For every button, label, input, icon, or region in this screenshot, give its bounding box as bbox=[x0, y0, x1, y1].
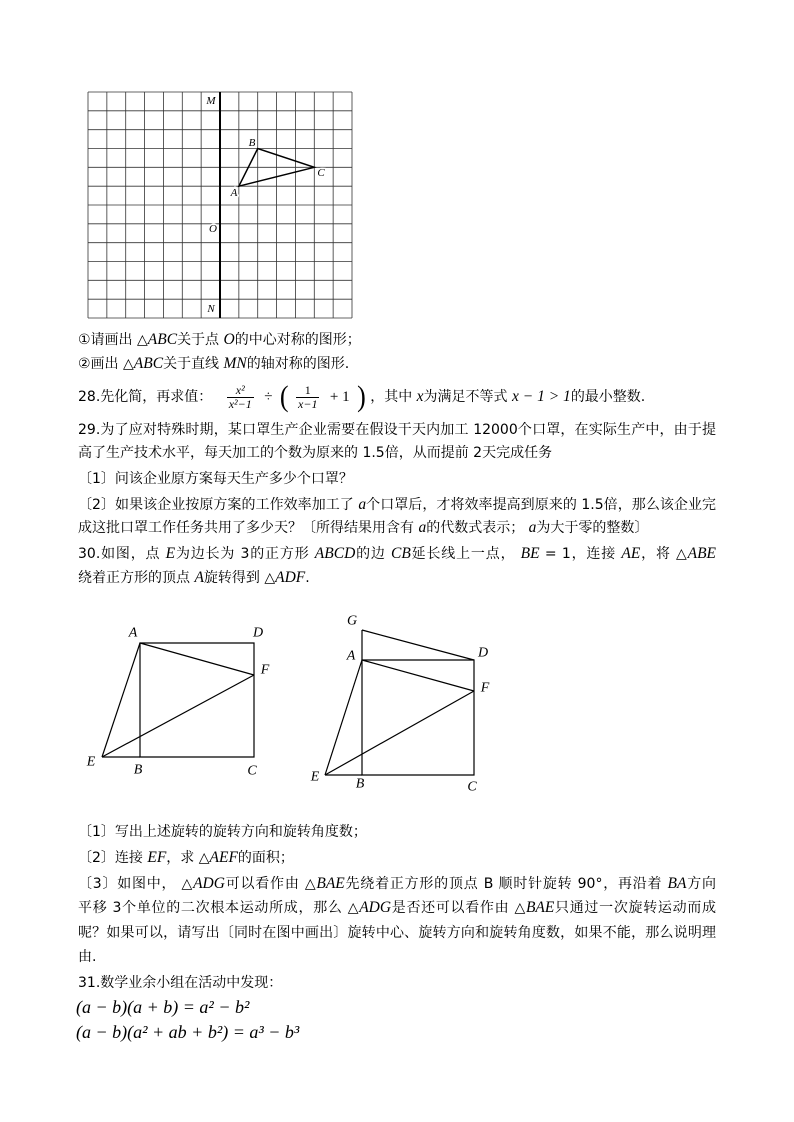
math-expression: a bbox=[528, 519, 537, 536]
fraction-numerator: x² bbox=[227, 384, 254, 398]
math-expression: ABE bbox=[687, 545, 717, 562]
label-a: A bbox=[230, 187, 238, 199]
question-29-part-1 bbox=[78, 468, 353, 490]
square-figure-left bbox=[80, 615, 280, 785]
math-expression: ADG bbox=[193, 875, 225, 892]
text-run: 为满足不等式 bbox=[423, 389, 512, 405]
text-run: 绕着正方形的顶点 bbox=[78, 570, 195, 586]
text-run: 〔2〕如果该企业按原方案的工作效率加工了 bbox=[78, 497, 359, 513]
text-run: 的最小整数. bbox=[570, 389, 646, 405]
text-run: 〔1〕问该企业原方案每天生产多少个口罩？ bbox=[78, 471, 353, 487]
text-run: 的边 bbox=[355, 546, 392, 562]
segment-af bbox=[140, 643, 254, 675]
math-expression: MN bbox=[223, 355, 247, 372]
question-30-part-3-line-4 bbox=[78, 946, 96, 968]
question-30-line-1 bbox=[78, 543, 716, 565]
text-run: 由. bbox=[78, 949, 97, 965]
question-27-part-2 bbox=[78, 353, 349, 375]
text-run: 的轴对称的图形. bbox=[246, 356, 350, 372]
math-expression: ADG bbox=[359, 899, 392, 916]
text-run: ②画出 △ bbox=[78, 356, 134, 372]
square-abcd bbox=[362, 660, 474, 775]
divide-sign: ÷ bbox=[264, 389, 273, 405]
question-30-part-1 bbox=[78, 821, 367, 843]
text-run: 先绕着正方形的顶点 B 顺时针旋转 90°，再沿着 bbox=[344, 876, 668, 892]
math-expression: ABC bbox=[133, 355, 164, 372]
fraction-denominator: x−1 bbox=[298, 396, 318, 411]
question-30-part-2 bbox=[78, 847, 294, 869]
math-expression: BE bbox=[520, 545, 540, 562]
math-expression: a bbox=[358, 496, 367, 513]
text-run: 的中心对称的图形； bbox=[234, 332, 361, 348]
math-expression: BA bbox=[667, 875, 687, 892]
label-d: D bbox=[477, 645, 489, 661]
text-run: 30.如图，点 bbox=[78, 546, 166, 562]
math-expression: O bbox=[223, 331, 235, 348]
text-run: ，求 △ bbox=[166, 850, 210, 866]
math-expression: ABC bbox=[147, 331, 178, 348]
text-run: 呢？如果可以，请写出〔同时在图中画出〕旋转中心、旋转方向和旋转角度数，如果不能，那么说明理 bbox=[78, 925, 716, 941]
label-o: O bbox=[209, 223, 217, 235]
text-run: 29.为了应对特殊时期，某口罩生产企业需要在假设干天内加工 12000个口罩，在实际生产中，由于提 bbox=[78, 422, 716, 438]
right-parenthesis: ) bbox=[357, 379, 366, 414]
text-run: 是否还可以看作由 △ bbox=[391, 900, 526, 916]
question-28-lead: 28.先化简，再求值： bbox=[78, 389, 213, 405]
label-g: G bbox=[346, 613, 358, 629]
label-c: C bbox=[467, 779, 477, 795]
grid-figure bbox=[80, 85, 365, 325]
label-f: F bbox=[260, 662, 270, 678]
fraction-numerator: 1 bbox=[296, 384, 319, 398]
text-run: 关于点 bbox=[177, 332, 224, 348]
text-run: 延长线上一点， bbox=[410, 546, 521, 562]
text-run: ，将 △ bbox=[640, 546, 688, 562]
question-29-line-2 bbox=[78, 442, 552, 464]
math-expression: x − 1 > 1 bbox=[512, 388, 571, 405]
formula-difference-of-cubes: (a − b)(a² + ab + b²) = a³ − b³ bbox=[76, 1022, 300, 1042]
label-e: E bbox=[86, 754, 96, 770]
square-figure-right bbox=[305, 608, 505, 798]
question-28 bbox=[78, 379, 646, 414]
label-n: N bbox=[207, 303, 215, 315]
text-run: 的面积； bbox=[237, 850, 294, 866]
question-30-part-3-line-2 bbox=[78, 897, 716, 919]
text-run: 成这批口罩工作任务共用了多少天？〔所得结果用含有 bbox=[78, 520, 419, 536]
label-b: B bbox=[133, 762, 143, 778]
text-run: . bbox=[305, 570, 310, 586]
math-expression: A bbox=[194, 569, 204, 586]
math-expression: BAE bbox=[316, 875, 345, 892]
math-expression: BAE bbox=[525, 899, 555, 916]
math-expression: AEF bbox=[209, 849, 238, 866]
math-expression: AE bbox=[621, 545, 641, 562]
text-run: ，其中 bbox=[370, 389, 417, 405]
fraction-denominator: x²−1 bbox=[228, 396, 252, 411]
label-b: B bbox=[355, 776, 365, 792]
text-run: = 1，连接 bbox=[539, 546, 622, 562]
math-expression: ADF bbox=[275, 569, 306, 586]
label-m: M bbox=[206, 95, 216, 107]
label-b: B bbox=[248, 137, 256, 149]
question-29-part-2 bbox=[78, 494, 716, 516]
left-parenthesis: ( bbox=[279, 379, 289, 414]
question-29-part-2-cont bbox=[78, 517, 648, 539]
text-run: ①请画出 △ bbox=[78, 332, 148, 348]
label-c: C bbox=[317, 167, 325, 179]
text-run: 的代数式表示； bbox=[426, 520, 529, 536]
text-run: 为大于零的整数〕 bbox=[536, 520, 649, 536]
text-run: 个口罩后，才将效率提高到原来的 1.5倍，那么该企业完 bbox=[366, 497, 717, 513]
text-run: 〔1〕写出上述旋转的旋转方向和旋转角度数； bbox=[78, 824, 367, 840]
label-d: D bbox=[252, 625, 264, 641]
square-abcd bbox=[140, 643, 254, 757]
label-a: A bbox=[346, 648, 356, 664]
segment-af bbox=[362, 660, 474, 691]
text-run: 方向 bbox=[686, 876, 717, 892]
text-run: 平移 3个单位的二次根本运动所成，那么 △ bbox=[78, 900, 360, 916]
fraction-x-squared-over-x-squared-minus-one bbox=[227, 384, 254, 411]
formula-difference-of-squares: (a − b)(a + b) = a² − b² bbox=[76, 997, 250, 1017]
question-28-tail bbox=[370, 389, 645, 405]
text-run: 可以看作由 △ bbox=[224, 876, 317, 892]
math-expression: CB bbox=[391, 545, 411, 562]
question-30-line-2 bbox=[78, 567, 310, 589]
segment-gd bbox=[362, 630, 474, 660]
math-expression: EF bbox=[147, 849, 167, 866]
text-run: 旋转得到 △ bbox=[203, 570, 276, 586]
text-run: 关于直线 bbox=[163, 356, 224, 372]
label-a: A bbox=[128, 625, 138, 641]
math-expression: E bbox=[165, 545, 176, 562]
question-30-part-3-line-3 bbox=[78, 922, 716, 944]
label-e: E bbox=[310, 769, 320, 785]
question-30-part-3-line-1 bbox=[78, 873, 716, 895]
question-31-intro: 31.数学业余小组在活动中发现： bbox=[78, 975, 283, 991]
text-run: 〔2〕连接 bbox=[78, 850, 148, 866]
math-expression: ABCD bbox=[314, 545, 356, 562]
math-expression: x bbox=[416, 388, 424, 405]
math-expression: a bbox=[418, 519, 427, 536]
label-f: F bbox=[480, 680, 490, 696]
fraction-one-over-x-minus-one bbox=[296, 384, 319, 411]
text-run: 〔3〕如图中， △ bbox=[78, 876, 194, 892]
text-run: 为边长为 3的正方形 bbox=[175, 546, 315, 562]
text-run: 只通过一次旋转运动而成 bbox=[554, 900, 717, 916]
question-29-line-1 bbox=[78, 419, 716, 441]
label-c: C bbox=[247, 763, 257, 779]
question-27-part-1 bbox=[78, 329, 361, 351]
text-run: 高了生产技术水平，每天加工的个数为原来的 1.5倍，从而提前 2天完成任务 bbox=[78, 445, 553, 461]
plus-one: + 1 bbox=[329, 389, 350, 405]
